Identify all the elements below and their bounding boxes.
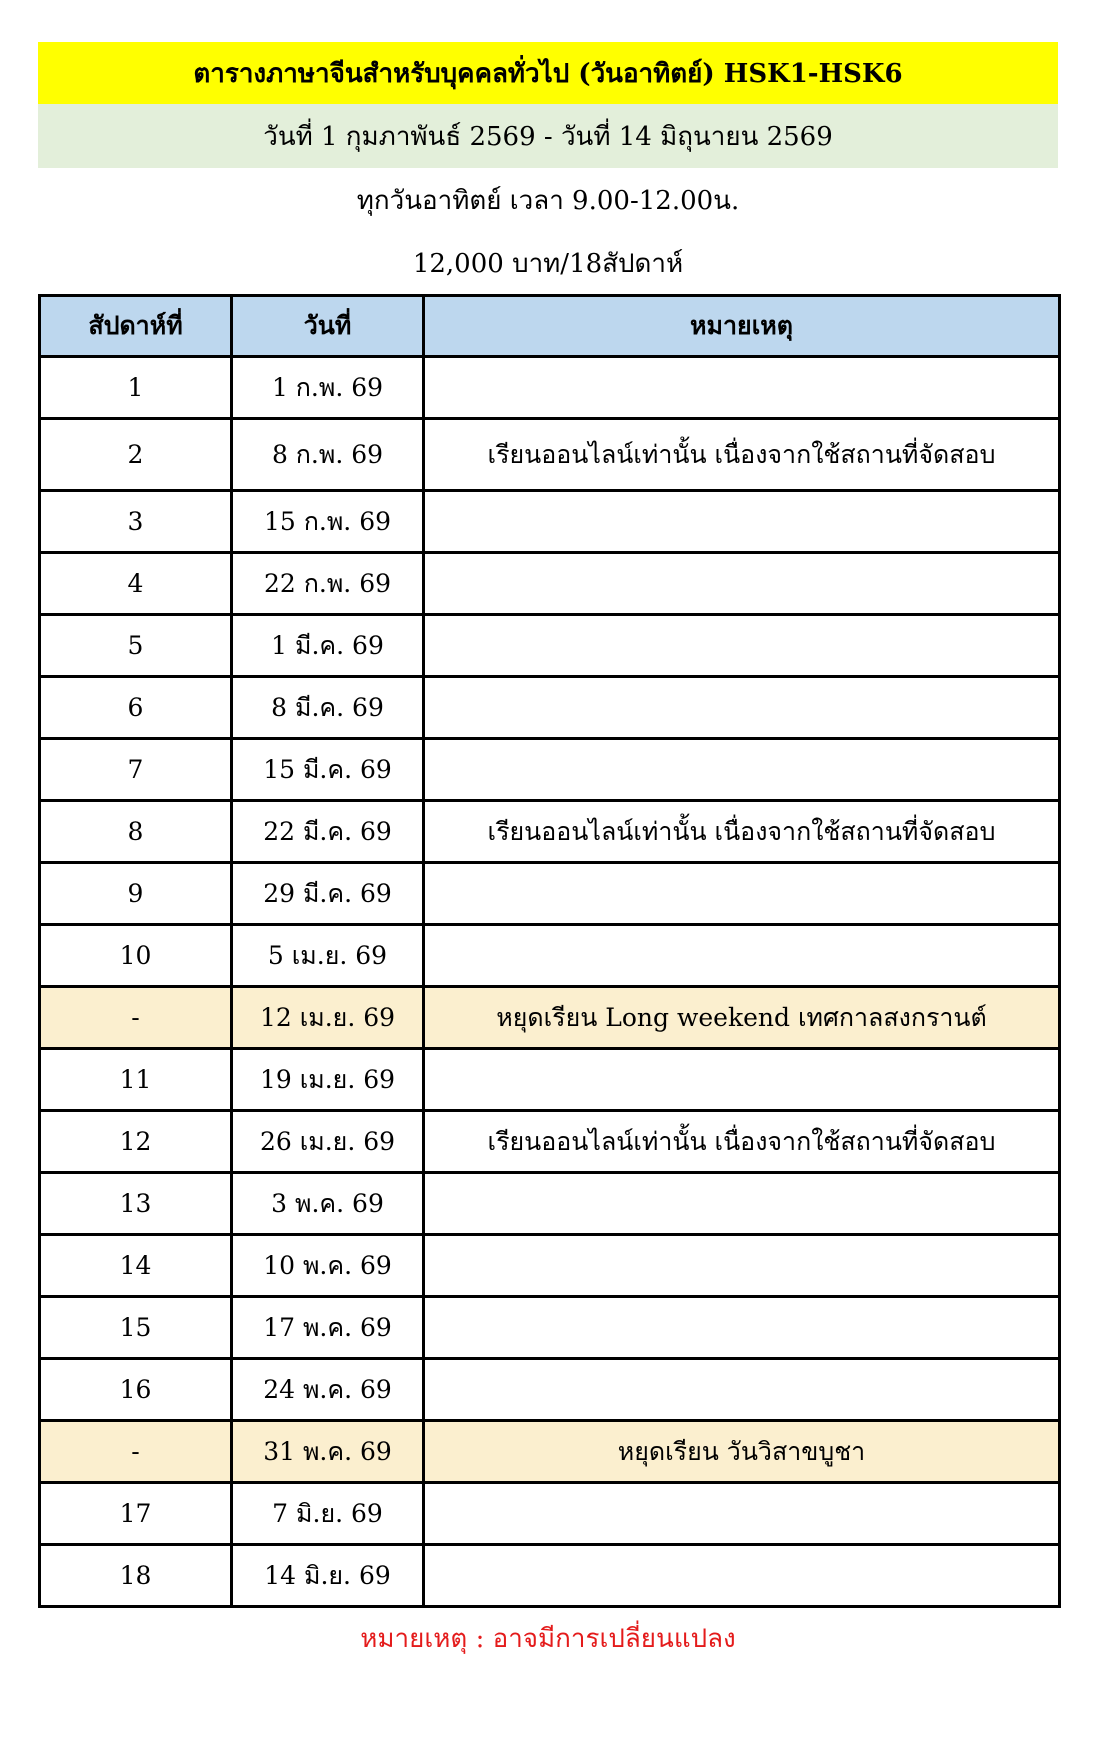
note-cell: เรียนออนไลน์เท่านั้น เนื่องจากใช้สถานที่จัดสอบ xyxy=(424,419,1060,491)
week-cell: 15 xyxy=(40,1297,232,1359)
date-cell: 1 มี.ค. 69 xyxy=(232,615,424,677)
week-cell: 11 xyxy=(40,1049,232,1111)
date-cell: 8 มี.ค. 69 xyxy=(232,677,424,739)
week-cell: - xyxy=(40,987,232,1049)
week-cell: 5 xyxy=(40,615,232,677)
date-range: วันที่ 1 กุมภาพันธ์ 2569 - วันที่ 14 มิถุนายน 2569 xyxy=(38,104,1058,168)
date-cell: 14 มิ.ย. 69 xyxy=(232,1545,424,1607)
column-header-note: หมายเหตุ xyxy=(424,296,1060,357)
table-row xyxy=(40,1173,1060,1235)
date-cell: 17 พ.ค. 69 xyxy=(232,1297,424,1359)
column-header-week: สัปดาห์ที่ xyxy=(40,296,232,357)
table-row xyxy=(40,677,1060,739)
week-cell: 8 xyxy=(40,801,232,863)
date-cell: 22 ก.พ. 69 xyxy=(232,553,424,615)
note-cell: เรียนออนไลน์เท่านั้น เนื่องจากใช้สถานที่จัดสอบ xyxy=(424,801,1060,863)
note-cell xyxy=(424,491,1060,553)
week-cell: 3 xyxy=(40,491,232,553)
table-row xyxy=(40,1483,1060,1545)
table-row xyxy=(40,491,1060,553)
week-cell: 9 xyxy=(40,863,232,925)
table-row xyxy=(40,1545,1060,1607)
table-row xyxy=(40,863,1060,925)
date-cell: 24 พ.ค. 69 xyxy=(232,1359,424,1421)
week-cell: 16 xyxy=(40,1359,232,1421)
note-cell: หยุดเรียน วันวิสาขบูชา xyxy=(424,1421,1060,1483)
week-cell: 1 xyxy=(40,357,232,419)
week-cell: 12 xyxy=(40,1111,232,1173)
week-cell: - xyxy=(40,1421,232,1483)
week-cell: 2 xyxy=(40,419,232,491)
table-row xyxy=(40,615,1060,677)
date-cell: 3 พ.ค. 69 xyxy=(232,1173,424,1235)
note-cell xyxy=(424,1483,1060,1545)
table-row xyxy=(40,1235,1060,1297)
column-header-date: วันที่ xyxy=(232,296,424,357)
note-cell xyxy=(424,1359,1060,1421)
schedule-page xyxy=(38,42,1058,1659)
footnote: หมายเหตุ : อาจมีการเปลี่ยนแปลง xyxy=(360,1624,736,1654)
week-cell: 10 xyxy=(40,925,232,987)
week-cell: 17 xyxy=(40,1483,232,1545)
date-cell: 10 พ.ค. 69 xyxy=(232,1235,424,1297)
date-cell: 5 เม.ย. 69 xyxy=(232,925,424,987)
holiday-row xyxy=(40,987,1060,1049)
week-cell: 18 xyxy=(40,1545,232,1607)
table-row xyxy=(40,801,1060,863)
date-cell: 26 เม.ย. 69 xyxy=(232,1111,424,1173)
note-cell xyxy=(424,677,1060,739)
date-cell: 7 มิ.ย. 69 xyxy=(232,1483,424,1545)
note-cell xyxy=(424,925,1060,987)
table-row xyxy=(40,1049,1060,1111)
table-row xyxy=(40,1359,1060,1421)
date-cell: 8 ก.พ. 69 xyxy=(232,419,424,491)
note-cell xyxy=(424,1173,1060,1235)
table-row xyxy=(40,925,1060,987)
note-cell xyxy=(424,553,1060,615)
note-cell xyxy=(424,1545,1060,1607)
date-cell: 31 พ.ค. 69 xyxy=(232,1421,424,1483)
note-cell xyxy=(424,1049,1060,1111)
week-cell: 13 xyxy=(40,1173,232,1235)
holiday-row xyxy=(40,1421,1060,1483)
date-cell: 12 เม.ย. 69 xyxy=(232,987,424,1049)
note-cell xyxy=(424,615,1060,677)
table-header-row xyxy=(40,296,1060,357)
date-cell: 22 มี.ค. 69 xyxy=(232,801,424,863)
schedule-table xyxy=(38,294,1061,1608)
week-cell: 4 xyxy=(40,553,232,615)
date-cell: 1 ก.พ. 69 xyxy=(232,357,424,419)
table-row xyxy=(40,553,1060,615)
note-cell xyxy=(424,357,1060,419)
table-body xyxy=(40,357,1060,1607)
note-cell xyxy=(424,863,1060,925)
table-row xyxy=(40,419,1060,491)
date-cell: 15 ก.พ. 69 xyxy=(232,491,424,553)
note-cell: เรียนออนไลน์เท่านั้น เนื่องจากใช้สถานที่จัดสอบ xyxy=(424,1111,1060,1173)
week-cell: 6 xyxy=(40,677,232,739)
note-cell xyxy=(424,739,1060,801)
class-time: ทุกวันอาทิตย์ เวลา 9.00-12.00น. xyxy=(356,185,740,216)
week-cell: 14 xyxy=(40,1235,232,1297)
note-cell xyxy=(424,1235,1060,1297)
table-row xyxy=(40,1111,1060,1173)
table-row xyxy=(40,739,1060,801)
table-row xyxy=(40,357,1060,419)
date-cell: 15 มี.ค. 69 xyxy=(232,739,424,801)
note-cell xyxy=(424,1297,1060,1359)
table-row xyxy=(40,1297,1060,1359)
date-cell: 19 เม.ย. 69 xyxy=(232,1049,424,1111)
week-cell: 7 xyxy=(40,739,232,801)
date-cell: 29 มี.ค. 69 xyxy=(232,863,424,925)
note-cell: หยุดเรียน Long weekend เทศกาลสงกรานต์ xyxy=(424,987,1060,1049)
course-price: 12,000 บาท/18สัปดาห์ xyxy=(412,248,684,279)
page-title: ตารางภาษาจีนสำหรับบุคคลทั่วไป (วันอาทิตย์) HSK1-HSK6 xyxy=(38,42,1058,104)
